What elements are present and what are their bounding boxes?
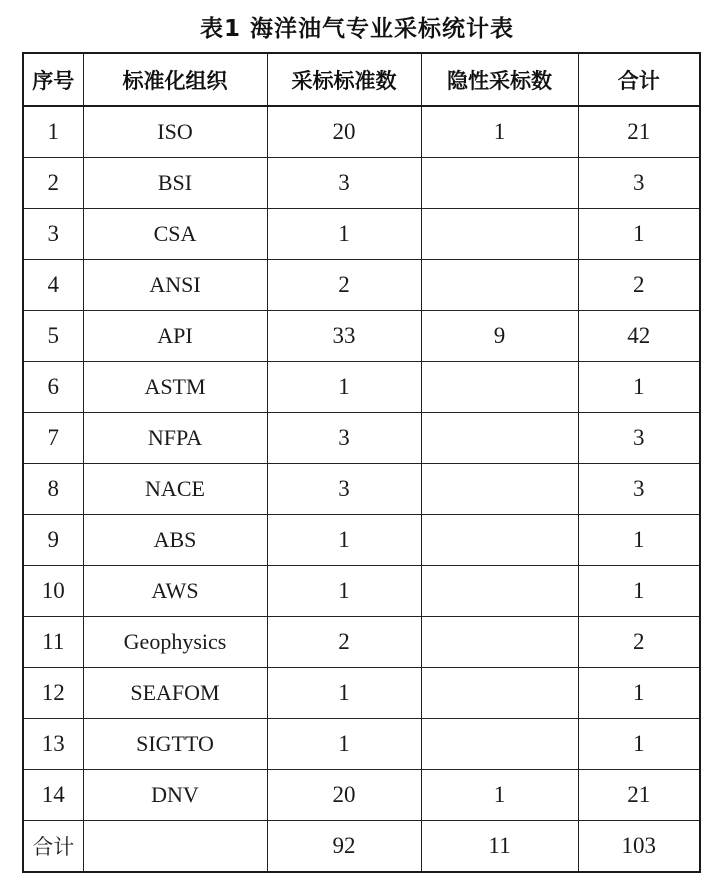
cell-implicit-count (421, 413, 578, 464)
table-row (23, 719, 700, 770)
total-label: 合计 (23, 821, 83, 873)
cell-total: 1 (578, 566, 700, 617)
cell-total: 3 (578, 158, 700, 209)
total-implicit-count: 11 (421, 821, 578, 873)
cell-implicit-count (421, 719, 578, 770)
cell-organization: SIGTTO (83, 719, 267, 770)
header-adopted-standards-count: 采标标准数 (267, 53, 421, 106)
table-row (23, 311, 700, 362)
cell-serial-number: 13 (23, 719, 83, 770)
cell-adopted-count: 20 (267, 106, 421, 158)
header-standards-organization: 标准化组织 (83, 53, 267, 106)
cell-organization: ISO (83, 106, 267, 158)
cell-organization: NACE (83, 464, 267, 515)
cell-organization: BSI (83, 158, 267, 209)
header-serial-number: 序号 (23, 53, 83, 106)
header-row (23, 53, 700, 106)
table-row (23, 413, 700, 464)
cell-adopted-count: 1 (267, 566, 421, 617)
cell-serial-number: 2 (23, 158, 83, 209)
cell-implicit-count (421, 464, 578, 515)
table-row (23, 260, 700, 311)
cell-organization: DNV (83, 770, 267, 821)
cell-adopted-count: 3 (267, 158, 421, 209)
cell-adopted-count: 1 (267, 362, 421, 413)
cell-implicit-count (421, 362, 578, 413)
cell-total: 21 (578, 770, 700, 821)
cell-organization: AWS (83, 566, 267, 617)
cell-adopted-count: 20 (267, 770, 421, 821)
cell-adopted-count: 1 (267, 668, 421, 719)
cell-total: 2 (578, 617, 700, 668)
cell-total: 3 (578, 464, 700, 515)
cell-total: 3 (578, 413, 700, 464)
cell-total: 1 (578, 362, 700, 413)
cell-organization: API (83, 311, 267, 362)
cell-organization: ABS (83, 515, 267, 566)
cell-serial-number: 5 (23, 311, 83, 362)
table-row (23, 362, 700, 413)
total-adopted-count: 92 (267, 821, 421, 873)
cell-total: 1 (578, 515, 700, 566)
cell-adopted-count: 33 (267, 311, 421, 362)
cell-total: 1 (578, 668, 700, 719)
cell-organization: NFPA (83, 413, 267, 464)
total-grand-total: 103 (578, 821, 700, 873)
table-row (23, 464, 700, 515)
cell-serial-number: 9 (23, 515, 83, 566)
cell-organization: CSA (83, 209, 267, 260)
table-row (23, 158, 700, 209)
cell-implicit-count (421, 617, 578, 668)
cell-serial-number: 7 (23, 413, 83, 464)
header-total: 合计 (578, 53, 700, 106)
cell-adopted-count: 1 (267, 719, 421, 770)
cell-implicit-count: 9 (421, 311, 578, 362)
cell-serial-number: 1 (23, 106, 83, 158)
cell-implicit-count (421, 515, 578, 566)
table-row (23, 515, 700, 566)
table-row (23, 106, 700, 158)
cell-adopted-count: 1 (267, 515, 421, 566)
cell-organization: Geophysics (83, 617, 267, 668)
cell-implicit-count (421, 566, 578, 617)
cell-implicit-count (421, 260, 578, 311)
cell-total: 1 (578, 209, 700, 260)
cell-adopted-count: 2 (267, 617, 421, 668)
table-row (23, 566, 700, 617)
total-organization-blank (83, 821, 267, 873)
cell-serial-number: 8 (23, 464, 83, 515)
cell-implicit-count: 1 (421, 770, 578, 821)
statistics-table (22, 52, 701, 873)
cell-organization: SEAFOM (83, 668, 267, 719)
cell-total: 42 (578, 311, 700, 362)
table-row (23, 617, 700, 668)
table-row (23, 668, 700, 719)
cell-total: 1 (578, 719, 700, 770)
table-title: 表1 海洋油气专业采标统计表 (199, 16, 514, 42)
table-row (23, 209, 700, 260)
cell-organization: ASTM (83, 362, 267, 413)
cell-implicit-count (421, 209, 578, 260)
cell-adopted-count: 1 (267, 209, 421, 260)
cell-serial-number: 3 (23, 209, 83, 260)
cell-adopted-count: 2 (267, 260, 421, 311)
cell-total: 2 (578, 260, 700, 311)
cell-implicit-count (421, 158, 578, 209)
cell-adopted-count: 3 (267, 413, 421, 464)
cell-implicit-count: 1 (421, 106, 578, 158)
cell-total: 21 (578, 106, 700, 158)
total-row (23, 821, 700, 873)
table-body (23, 106, 700, 872)
cell-adopted-count: 3 (267, 464, 421, 515)
cell-serial-number: 6 (23, 362, 83, 413)
cell-serial-number: 11 (23, 617, 83, 668)
cell-serial-number: 12 (23, 668, 83, 719)
cell-implicit-count (421, 668, 578, 719)
cell-serial-number: 10 (23, 566, 83, 617)
table-row (23, 770, 700, 821)
cell-serial-number: 14 (23, 770, 83, 821)
cell-serial-number: 4 (23, 260, 83, 311)
header-implicit-adoption-count: 隐性采标数 (421, 53, 578, 106)
cell-organization: ANSI (83, 260, 267, 311)
